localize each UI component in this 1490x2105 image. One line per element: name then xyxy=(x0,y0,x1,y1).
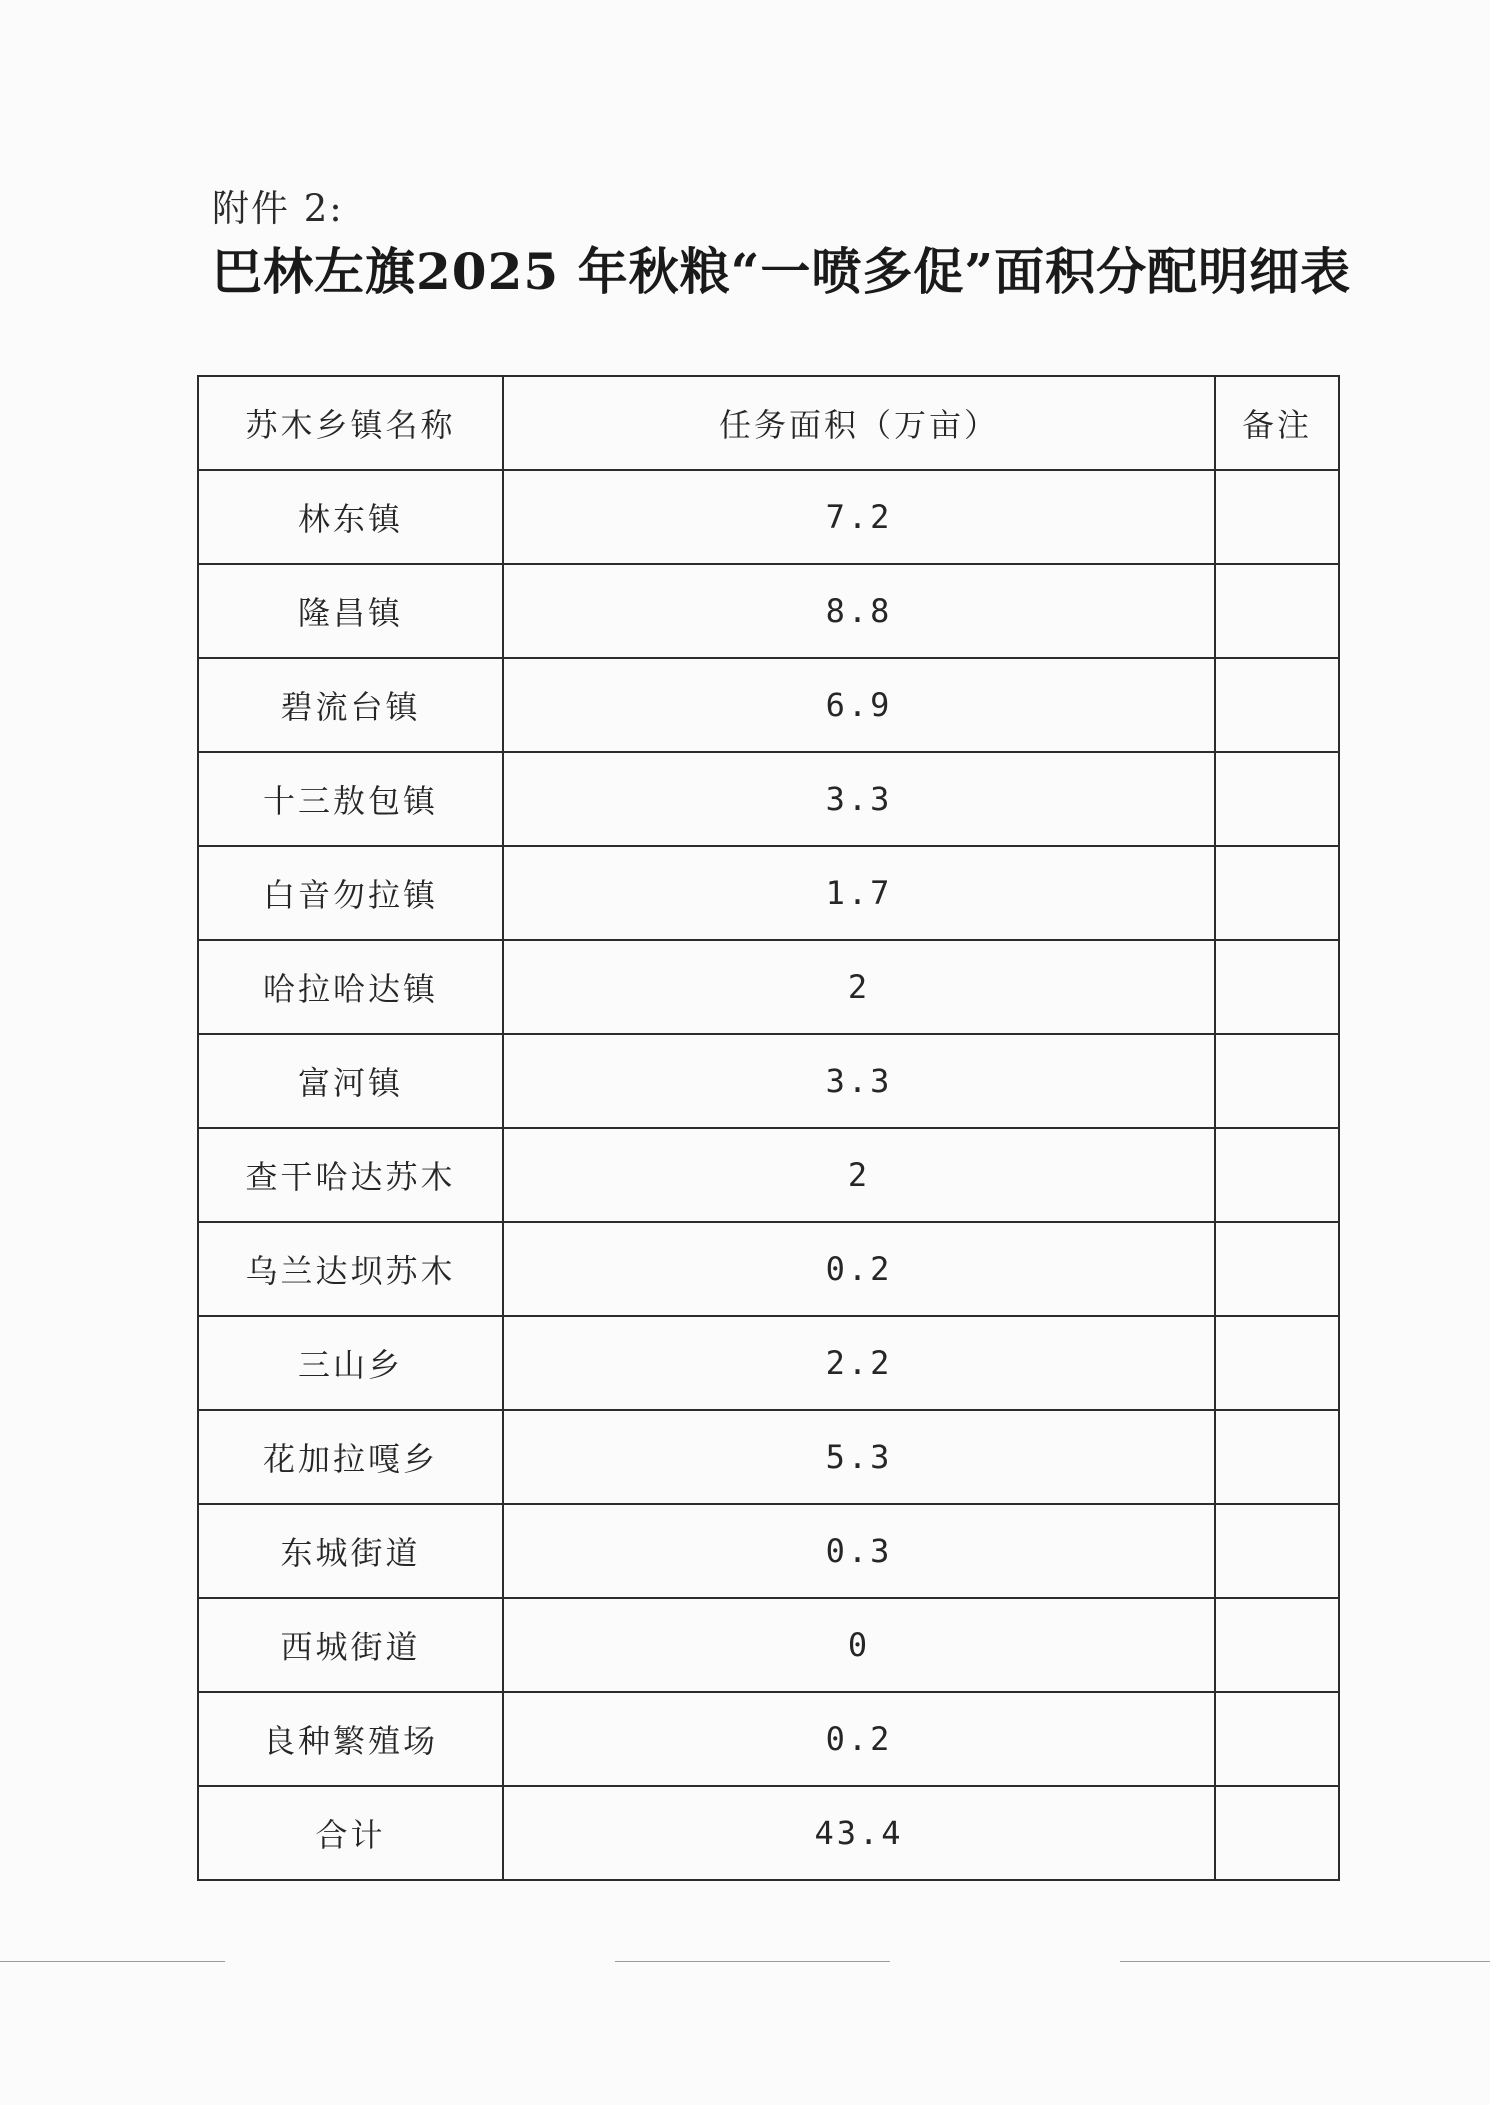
task-area-cell: 0.2 xyxy=(503,1692,1215,1786)
footer-divider-middle xyxy=(615,1961,890,1962)
header-township-name: 苏木乡镇名称 xyxy=(198,376,503,470)
table-row xyxy=(198,1316,1339,1410)
allocation-table xyxy=(197,375,1340,1881)
township-name-cell: 东城街道 xyxy=(198,1504,503,1598)
task-area-cell: 0.3 xyxy=(503,1504,1215,1598)
township-name-cell: 乌兰达坝苏木 xyxy=(198,1222,503,1316)
table-row xyxy=(198,1598,1339,1692)
total-area-cell: 43.4 xyxy=(503,1786,1215,1880)
table-row xyxy=(198,1692,1339,1786)
township-name-cell: 查干哈达苏木 xyxy=(198,1128,503,1222)
remarks-cell xyxy=(1215,564,1339,658)
remarks-cell xyxy=(1215,1504,1339,1598)
footer-divider-left xyxy=(0,1961,225,1962)
remarks-cell xyxy=(1215,1410,1339,1504)
township-name-cell: 白音勿拉镇 xyxy=(198,846,503,940)
township-name-cell: 十三敖包镇 xyxy=(198,752,503,846)
township-name-cell: 碧流台镇 xyxy=(198,658,503,752)
task-area-cell: 5.3 xyxy=(503,1410,1215,1504)
table-row xyxy=(198,846,1339,940)
township-name-cell: 良种繁殖场 xyxy=(198,1692,503,1786)
remarks-cell xyxy=(1215,1598,1339,1692)
task-area-cell: 0 xyxy=(503,1598,1215,1692)
table-row xyxy=(198,564,1339,658)
table-header-row xyxy=(198,376,1339,470)
document-title: 巴林左旗2025 年秋粮“一喷多促”面积分配明细表 xyxy=(212,242,1352,301)
remarks-cell xyxy=(1215,1316,1339,1410)
remarks-cell xyxy=(1215,1128,1339,1222)
township-name-cell: 西城街道 xyxy=(198,1598,503,1692)
township-name-cell: 哈拉哈达镇 xyxy=(198,940,503,1034)
table-row xyxy=(198,1222,1339,1316)
table-row xyxy=(198,940,1339,1034)
task-area-cell: 3.3 xyxy=(503,1034,1215,1128)
task-area-cell: 2 xyxy=(503,940,1215,1034)
total-remarks-cell xyxy=(1215,1786,1339,1880)
remarks-cell xyxy=(1215,752,1339,846)
township-name-cell: 林东镇 xyxy=(198,470,503,564)
attachment-label: 附件 2: xyxy=(212,187,344,230)
header-remarks: 备注 xyxy=(1215,376,1339,470)
remarks-cell xyxy=(1215,1222,1339,1316)
township-name-cell: 花加拉嘎乡 xyxy=(198,1410,503,1504)
task-area-cell: 2 xyxy=(503,1128,1215,1222)
table-row xyxy=(198,752,1339,846)
task-area-cell: 2.2 xyxy=(503,1316,1215,1410)
table-row xyxy=(198,1504,1339,1598)
remarks-cell xyxy=(1215,1034,1339,1128)
remarks-cell xyxy=(1215,658,1339,752)
township-name-cell: 富河镇 xyxy=(198,1034,503,1128)
table-row xyxy=(198,1410,1339,1504)
task-area-cell: 1.7 xyxy=(503,846,1215,940)
table-row xyxy=(198,658,1339,752)
township-name-cell: 三山乡 xyxy=(198,1316,503,1410)
total-label-cell: 合计 xyxy=(198,1786,503,1880)
remarks-cell xyxy=(1215,1692,1339,1786)
remarks-cell xyxy=(1215,940,1339,1034)
task-area-cell: 6.9 xyxy=(503,658,1215,752)
table-row xyxy=(198,1128,1339,1222)
township-name-cell: 隆昌镇 xyxy=(198,564,503,658)
header-task-area: 任务面积（万亩） xyxy=(503,376,1215,470)
task-area-cell: 3.3 xyxy=(503,752,1215,846)
remarks-cell xyxy=(1215,470,1339,564)
task-area-cell: 7.2 xyxy=(503,470,1215,564)
task-area-cell: 0.2 xyxy=(503,1222,1215,1316)
table-row xyxy=(198,470,1339,564)
table-row xyxy=(198,1034,1339,1128)
footer-divider-right xyxy=(1120,1961,1490,1962)
task-area-cell: 8.8 xyxy=(503,564,1215,658)
total-row xyxy=(198,1786,1339,1880)
remarks-cell xyxy=(1215,846,1339,940)
